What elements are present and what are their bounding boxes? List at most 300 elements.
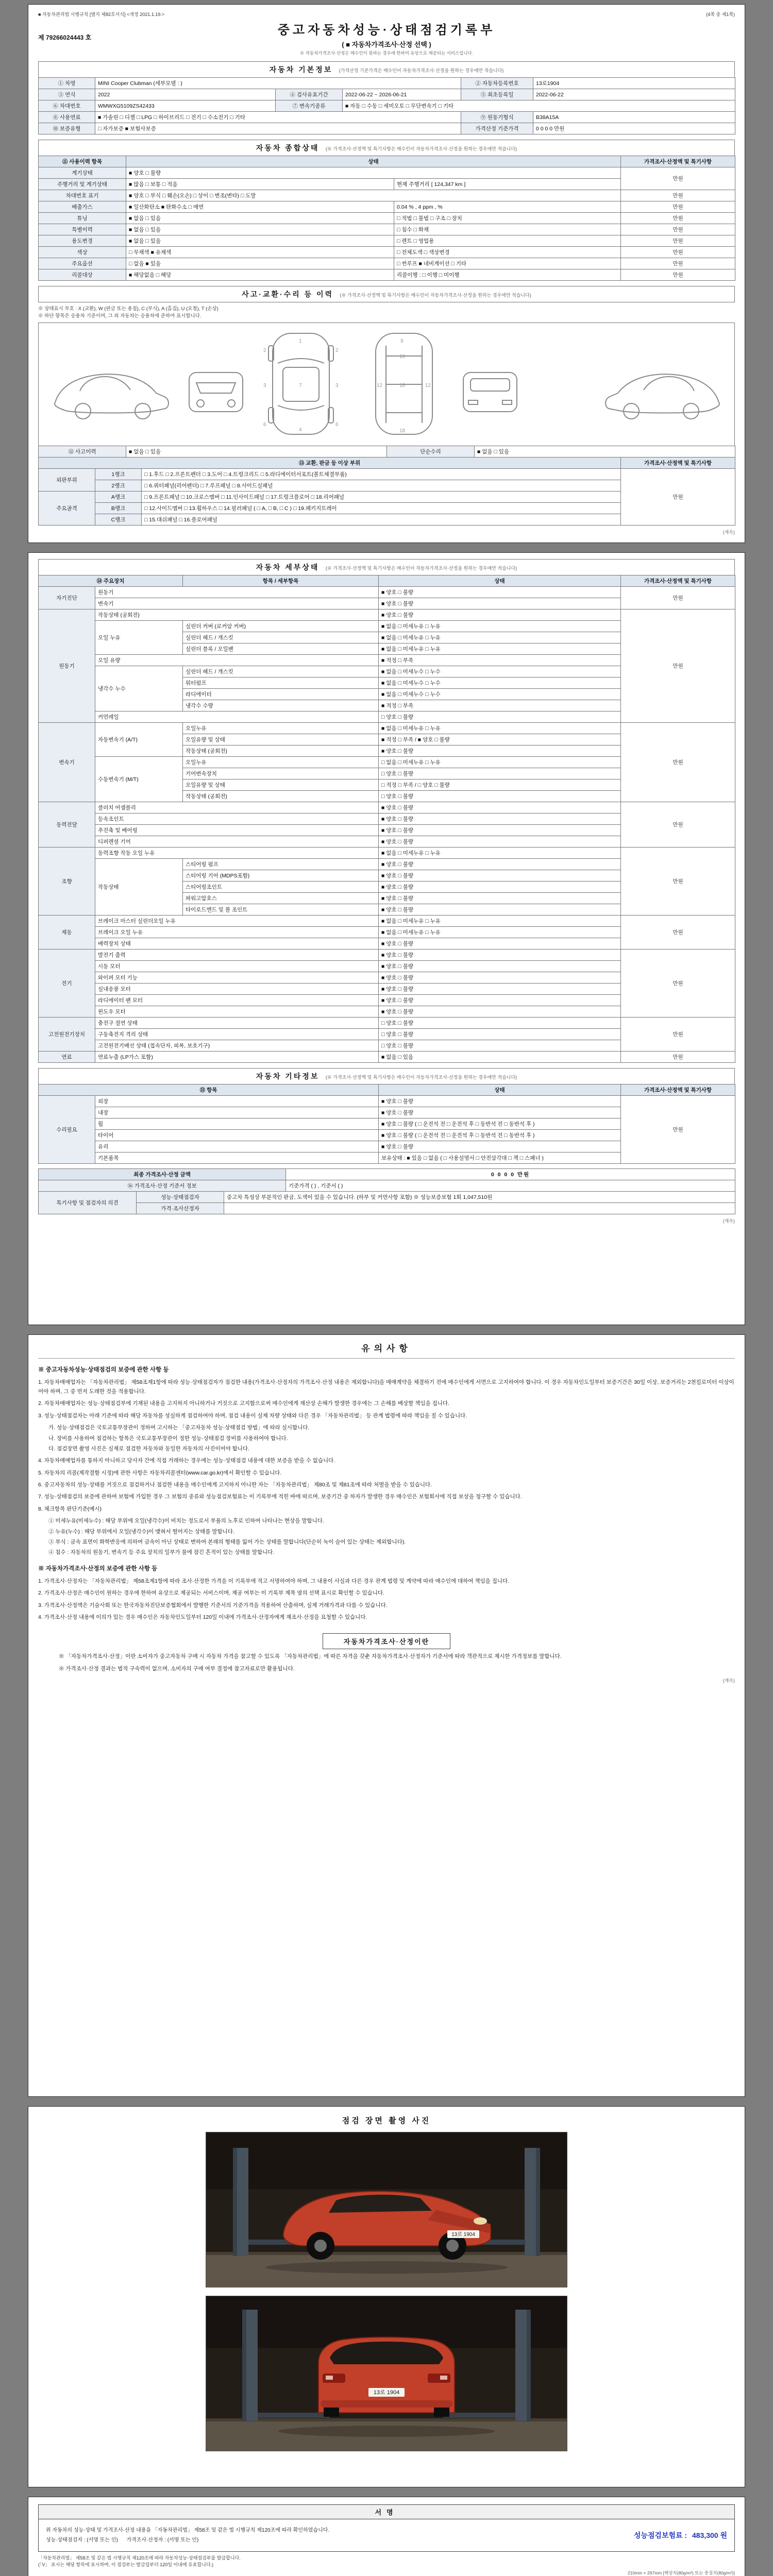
field-label: 원동기 [39,609,95,722]
notice-line: 가. 성능·상태점검은 국토교통부장관이 정하여 고시하는 「중고자동차 성능·상태점검 방법」에 따라 실시합니다. [48,1425,310,1431]
field-value: 2022-06-22 [533,89,735,100]
price-cell: 만원 [621,213,735,224]
notice-line: 3. 가격조사·산정액은 기술사회 또는 한국자동차진단보증협회에서 발행한 기준서의 기준가격을 적용하여 산출하며, 실제 거래가격과 다를 수 있습니다. [38,1602,388,1608]
document-subnote: ※ 자동차가격조사·산정은 매수인이 원하는 경우에 한하여 유상으로 제공되는 서비스입니다. [299,50,474,56]
continue-marker: (계속) [722,1218,735,1224]
notice-line: 4. 자동차매매업자를 통하지 아니하고 당사자 간에 직접 거래하는 경우에는 성능·상태점검 내용에 대한 보증을 받을 수 없습니다. [38,1458,335,1464]
price-cell: 만원 [621,468,735,525]
photos-title: 점검 장면 촬영 사진 [342,2116,431,2125]
table-row [39,123,735,134]
notice-line: ④ 침수 : 자동차의 원동기, 변속기 등 주요 장치의 일부가 물에 잠긴 흔적이 있는 상태를 말합니다. [48,1549,275,1556]
table-row [39,575,735,586]
svg-text:12: 12 [377,382,383,388]
footer-note-line2: (「V」 표시는 해당 항목에 표시하며, 이 점검부는 발급일부터 120일 이내에 유효합니다.) [38,2562,214,2567]
price-cell: 만원 [621,609,735,722]
page-basic-overall-accident [28,4,745,543]
checkbox-options[interactable]: ■ 없음 □ 미세누수 □ 누수 [379,688,621,700]
svg-text:10: 10 [399,353,406,360]
notice-line: ③ 부식 : 금속 표면이 화학반응에 의하여 금속이 아닌 상태로 변하여 본래의 형태를 잃어 가는 상태를 말합니다(단순히 녹이 슬어 있는 상태는 제외합니다). [48,1538,406,1545]
checkbox-options[interactable]: □ 전체도색 □ 색상변경 [394,247,621,258]
appraiser-signature-line[interactable]: 가격조사·산정자 : (서명 또는 인) [126,2537,199,2543]
price-cell: 만원 [621,586,735,609]
section-band-accident [38,286,735,302]
field-value: 자동변속기 (A/T) [95,722,183,756]
price-cell: 만원 [621,235,735,247]
checkbox-options[interactable]: ■ 없음 □ 미세누유 □ 누유 [379,620,621,632]
checkbox-options[interactable]: ■ 양호 □ 불량 [126,167,621,179]
table-row [39,100,735,112]
field-label: 배출가스 [39,201,126,213]
checkbox-options[interactable]: □ 12.사이드멤버 □ 13.휠하우스 □ 14.필러패널 ( □ A, □ B, □ C ) □ 19.패키지트레이 [142,502,621,514]
document-subtitle: ( ■ 자동차가격조사·산정 선택 ) [342,41,431,48]
field-label: ⑧ 사용연료 [39,112,95,123]
checkbox-options[interactable]: ■ 일산화탄소 ■ 탄화수소 □ 매연 [126,201,394,213]
page-detail-other [28,552,745,1325]
checkbox-options[interactable]: ■ 양호 □ 불량 [379,881,621,892]
checkbox-options[interactable]: ■ 없음 □ 있음 [126,213,394,224]
table-row [39,1084,735,1095]
field-value: 오일누유 [183,722,379,734]
table-row [39,269,735,281]
notice-line: 다. 점검장면 촬영 사진은 실제로 점검한 자동차와 동일한 자동차의 사진이어야 합니다. [48,1445,250,1452]
field-value: 기준가격 ( ) , 기준서 ( ) [286,1180,735,1191]
checkbox-options[interactable]: ■ 양호 □ 불량 [379,802,621,813]
field-value: 오일유량 및 상태 [183,734,379,745]
damage-code-legend-line2: ※ 하단 항목은 승용차 기준이며, 그 외 자동차는 승용차에 준하여 표시합니다. [38,313,201,319]
section-title-basic: 자동차 기본정보 [269,65,333,74]
section-note-other: (※ 가격조사·산정액 및 특기사항은 매수인이 자동차가격조사·산정을 원하는 경우에만 적습니다) [325,1074,517,1080]
paper-spec: 210mm × 297mm [백상지(80g/m²) 또는 중질지(80g/m²)] [627,2570,735,2575]
section-note-basic: (가격산정 기준가격은 매수인이 자동차가격조사·산정을 원하는 경우에만 적습니다) [339,68,504,73]
checkbox-options[interactable]: ■ 양호 □ 불량 [379,1141,621,1152]
signature-body [39,2519,734,2551]
checkbox-options[interactable]: □ 렌트 □ 영업용 [394,235,621,247]
column-header: 상태 [126,156,621,167]
column-header: 상태 [379,1084,621,1095]
checkbox-options[interactable]: ■ 자동 □ 수동 □ 세미오토 □ 무단변속기 □ 기타 [343,100,735,112]
notice-line: 8. 체크항목 판단기준(예시) [38,1505,102,1512]
field-value: 오일누유 [183,756,379,768]
field-value: 고전원전기배선 상태 (접속단자, 피복, 보호기구) [95,1040,379,1051]
table-row [39,847,735,858]
checkbox-options[interactable]: ■ 가솔린 □ 디젤 □ LPG □ 하이브리드 □ 전기 □ 수소전기 □ 기타 [95,112,461,123]
accident-history-table-mount [38,446,735,457]
table-row [39,1017,735,1028]
table-row [39,1095,735,1107]
checkbox-options[interactable]: ■ 해당없음 □ 해당 [126,269,394,281]
notice-line: 1. 자동차매매업자는 「자동차관리법」 제58조제1항에 따라 성능·상태점검자가 점검한 내용(가격조사·산정자의 가격조사·산정 내용은 제외합니다)을 매매계약을 체결하기 전에 매수인에게 서면으로 고지하여야 합니다. 이 경우 자동차인도일부터 보증기간은 30일 이상, 보증거리는 2천킬로미터 이상이어야 하며, 그 중 먼저 도래한 것을 적용합니다. [38,1379,734,1395]
field-label: ⑯ 가격조사·산정 기준서 정보 [39,1180,286,1191]
price-cell: 만원 [621,167,735,190]
checkbox-options[interactable]: □ 9.프론트패널 □ 10.크로스멤버 □ 11.인사이드패널 □ 17.트렁크플로어 □ 18.리어패널 [142,491,621,502]
column-header: ⑮ 항목 [39,1084,379,1095]
svg-text:16: 16 [399,382,406,388]
field-value: 브레이크 마스터 실린더오일 누유 [95,915,379,926]
table-row [39,190,735,201]
price-cell: 만원 [621,949,735,1017]
field-value: 스티어링 기어 (MDPS포함) [183,870,379,881]
field-value: 13로1904 [533,78,735,89]
table-row [39,213,735,224]
section-title-other: 자동차 기타정보 [256,1072,320,1080]
checkbox-options[interactable]: ■ 양호 □ 불량 [379,892,621,904]
field-value: 디퍼렌셜 기어 [95,836,379,847]
field-value: 작동상태 [95,858,183,915]
field-value: 0.04 % , 4 ppm , % [394,201,621,213]
svg-text:12: 12 [425,382,431,388]
field-value: 오일유량 및 상태 [183,779,379,790]
field-label: 가격·조사산정자 [137,1202,224,1214]
checkbox-options[interactable]: ■ 많음 □ 보통 □ 적음 [126,179,394,190]
field-label: 성능·상태점검자 [137,1191,224,1202]
price-cell: 만원 [621,722,735,802]
field-value [224,1202,735,1214]
checkbox-options[interactable]: □ 적법 □ 불법 □ 구조 □ 장치 [394,213,621,224]
checkbox-options[interactable]: □ 없음 ■ 있음 [126,258,394,269]
checkbox-options[interactable]: ■ 양호 □ 불량 [379,609,621,620]
table-row [39,1180,735,1191]
checkbox-options[interactable]: 보유상태 : ■ 있음 □ 없음 ( □ 사용설명서 □ 안전삼각대 □ 잭 □ 스패너 ) [379,1152,621,1163]
field-value: WMWXG5109ZS42433 [95,100,276,112]
checkbox-options[interactable]: ■ 양호 □ 불량 [379,1107,621,1118]
field-label: ⑤ 최초등록일 [461,89,533,100]
inspector-signature-line[interactable]: 성능·상태점검자 : (서명 또는 인) [46,2537,118,2543]
sign-confirm-text: 위 자동차의 성능·상태 및 가격조사·산정 내용을 「자동차관리법」 제58조 및 같은 법 시행규칙 제120조에 따라 확인하였습니다. [46,2527,330,2533]
checkbox-options[interactable]: ■ 양호 □ 불량 [379,949,621,960]
field-label: 주행거리 및 계기상태 [39,179,126,190]
checkbox-options[interactable]: ■ 없음 □ 미세누수 □ 누수 [379,677,621,688]
table-row [39,156,735,167]
checkbox-options[interactable]: ■ 없음 □ 있음 [379,1051,621,1062]
field-label: 조향 [39,847,95,915]
other-info-table [38,1084,735,1164]
checkbox-options[interactable]: □ 양호 □ 불량 [379,768,621,779]
section-title-accident: 사고·교환·수리 등 이력 [242,290,333,298]
field-value: 스티어링조인트 [183,881,379,892]
price-cell: 만원 [621,224,735,235]
field-label: A랭크 [95,491,142,502]
checkbox-options[interactable]: □ 양호 □ 불량 [379,711,621,722]
document-number: 제 79266024443 호 [38,34,92,41]
checkbox-options[interactable]: ■ 없음 □ 있음 [126,446,387,457]
section-band-detail [38,559,735,575]
section-title-overall: 자동차 종합상태 [256,144,320,152]
price-cell: 만원 [621,1051,735,1062]
checkbox-options[interactable]: ■ 없음 □ 있음 [126,224,394,235]
table-row [39,224,735,235]
field-value: 워터펌프 [183,677,379,688]
checkbox-options[interactable]: ■ 양호 □ 불량 [379,598,621,609]
premium-label: 성능점검보험료 : [633,2531,687,2539]
field-label: ⑨ 원동기형식 [461,112,533,123]
section-band-overall [38,140,735,156]
field-label: 단순수리 [387,446,475,457]
notice-line: 1. 가격조사·산정자는 「자동차관리법」 제58조제1항에 따라 조사·산정한 가격을 이 기록부에 적고 서명하여야 하며, 그 내용이 사실과 다른 경우 관계 법령 및 계약에 따라 매수인에 대하여 책임을 집니다. [38,1578,510,1584]
field-value: 실린더 헤드 / 개스킷 [183,632,379,643]
checkbox-options[interactable]: ■ 양호 □ 불량 [379,1095,621,1107]
checkbox-options[interactable]: ■ 양호 □ 불량 [379,960,621,972]
inspector-opinion-table [38,1191,735,1214]
table-row [39,915,735,926]
field-value: 실내송풍 모터 [95,983,379,994]
footer-note-line1: 「자동차관리법」 제58조 및 같은 법 시행규칙 제120조에 따라 자동차성능·상태점검부를 발급합니다. [38,2555,241,2561]
checkbox-options[interactable]: ■ 양호 □ 불량 [379,813,621,824]
overall-condition-table-mount [38,156,735,281]
price-cell: 만원 [621,1095,735,1163]
signature-section [38,2504,735,2552]
page-notice [28,1334,745,2097]
column-header: 가격조사·산정액 및 특기사항 [621,457,735,468]
checkbox-options[interactable]: ■ 없음 □ 있음 [475,446,735,457]
checkbox-options[interactable]: ■ 양호 □ 불량 [379,994,621,1006]
notice-line: 4. 가격조사·산정 내용에 이의가 있는 경우 매수인은 자동차인도일부터 120일 이내에 가격조사·산정자에게 재조사·산정을 요청할 수 있습니다. [38,1614,367,1620]
signature-left [46,2526,329,2545]
column-header: 상태 [379,575,621,586]
checkbox-options[interactable]: ■ 양호 □ 불량 [379,983,621,994]
table-row [39,1168,735,1180]
table-row [39,446,735,457]
price-basis-table [38,1180,735,1192]
checkbox-options[interactable]: ■ 양호 □ 불량 [379,1006,621,1017]
field-label: 제동 [39,915,95,949]
checkbox-options[interactable]: □ 1.후드 □ 2.프론트펜더 □ 3.도어 □ 4.트렁크리드 □ 5.라디에이터서포트(볼트체결부품) [142,468,621,480]
field-value: 오일 유량 [95,654,379,666]
footer-notes [38,2555,735,2569]
field-value: 충전구 절연 상태 [95,1017,379,1028]
column-header: 항목 / 세부항목 [183,575,379,586]
license-plate-front: 13로 1904 [451,2231,475,2238]
checkbox-options[interactable]: □ 양호 □ 불량 [379,1040,621,1051]
field-label: ⑫ 사고이력 [39,446,126,457]
field-label: 연료 [39,1051,95,1062]
checkbox-options[interactable]: □ 양호 □ 불량 [379,1028,621,1040]
field-label: 전기 [39,949,95,1017]
notice-line: 나. 장비를 사용하여 점검하는 항목은 국토교통부장관이 정한 성능·상태점검 장비를 사용하여야 합니다. [48,1435,288,1442]
notice-line: ① 미세누유(미세누수) : 해당 부위에 오일(냉각수)이 비치는 정도로서 부품의 노후로 인하여 나타나는 현상을 말합니다. [48,1518,324,1524]
table-row [39,722,735,734]
checkbox-options[interactable]: 리콜이행 : □ 이행 □ 미이행 [394,269,621,281]
price-cell: 만원 [621,201,735,213]
field-value: 기어변속장치 [183,768,379,779]
form-ref: ■ 자동차관리법 시행규칙 [별지 제82호서식] <개정 2021.1.19.> [38,12,164,17]
field-value: 0 0 0 0 만원 [533,123,735,134]
svg-text:7: 7 [299,382,302,388]
table-row [39,457,735,468]
svg-text:2: 2 [263,347,266,353]
field-label: ④ 검사유효기간 [276,89,343,100]
price-cell: 만원 [621,847,735,915]
checkbox-options[interactable]: ■ 없음 □ 미세누유 □ 누유 [379,632,621,643]
price-cell: 만원 [621,915,735,949]
field-value: 윈도우 모터 [95,1006,379,1017]
field-value: 2022-06-22 ~ 2026-06-21 [343,89,461,100]
notice-line: 2. 가격조사·산정은 매수인이 원하는 경우에 한하여 유상으로 제공되는 서비스이며, 제공 여부는 이 기록부 제목 옆의 선택 표시로 확인할 수 있습니다. [38,1590,384,1597]
notice-line: 5. 자동차의 리콜(제작결함 시정)에 관한 사항은 자동차리콜센터(www.car.go.kr)에서 확인할 수 있습니다. [38,1469,282,1476]
field-value: 중고차 특성상 부분적인 판금, 도색이 있을 수 있습니다. (하부 및 커먼사항 포함) ※ 성능보증보험 1회 1,047,510원 [224,1191,735,1202]
checkbox-options[interactable]: ■ 양호 □ 불량 [379,858,621,870]
checkbox-options[interactable]: ■ 양호 □ 불량 [379,904,621,915]
table-row [39,949,735,960]
checkbox-options[interactable]: ■ 없음 □ 미세누수 □ 누수 [379,666,621,677]
field-label: 색상 [39,247,126,258]
field-value: 와이퍼 모터 기능 [95,972,379,983]
basic-info-table-mount [38,77,735,134]
checkbox-options[interactable]: ■ 양호 □ 불량 [379,586,621,598]
document-title: 중고자동차성능·상태점검기록부 [277,23,496,37]
table-row [39,1202,735,1214]
checkbox-options[interactable]: ■ 양호 □ 불량 [379,824,621,836]
field-label: 변속기 [39,722,95,802]
checkbox-options[interactable]: □ 양호 □ 불량 [379,790,621,802]
notice-line: 6. 중고자동차의 성능·상태를 거짓으로 점검하거나 점검한 내용을 매수인에게 고지하지 아니한 자는 「자동차관리법」 제80조 및 제81조에 따라 처벌을 받을 수 있습니다. [38,1482,432,1488]
price-appraisal-box-line: ※ 가격조사·산정 결과는 법적 구속력이 없으며, 소비자의 구매 여부 결정에 참고자료로만 활용됩니다. [59,1666,295,1672]
price-cell: 만원 [621,247,735,258]
field-value: 실린더 커버 (로커암 커버) [183,620,379,632]
price-cell: 만원 [621,269,735,281]
svg-text:3: 3 [335,382,339,388]
checkbox-options[interactable]: ■ 없음 □ 미세누유 □ 누유 [379,643,621,654]
table-row [39,247,735,258]
section-note-accident: (※ 가격조사·산정액 및 특기사항은 매수인이 자동차가격조사·산정을 원하는 경우에만 적습니다) [340,293,531,298]
checkbox-options[interactable]: ■ 없음 □ 미세누유 □ 누유 [379,847,621,858]
field-label: C랭크 [95,514,142,525]
section-band-other [38,1068,735,1084]
field-value: 연료누출 (LP가스 포함) [95,1051,379,1062]
field-value: 시동 모터 [95,960,379,972]
overall-condition-table [38,156,735,281]
page-photos [28,2106,745,2487]
field-value: 발전기 출력 [95,949,379,960]
field-value: 라디에이터 [183,688,379,700]
price-cell: 만원 [621,258,735,269]
field-value: 등속조인트 [95,813,379,824]
field-label: 외판부위 [39,468,95,491]
column-header: ⑭ 주요장치 [39,575,183,586]
checkbox-options[interactable]: ■ 양호 □ 불량 [379,972,621,983]
checkbox-options[interactable]: ■ 양호 □ 불량 [379,938,621,949]
checkbox-options[interactable]: □ 없음 □ 미세누유 □ 누유 [379,756,621,768]
field-value: 냉각수 수량 [183,700,379,711]
checkbox-options[interactable]: □ 6.쿼터패널(리어펜더) □ 7.루프패널 □ 8.사이드실패널 [142,480,621,491]
checkbox-options[interactable]: ■ 양호 □ 부식 □ 훼손(오손) □ 상이 □ 변조(변타) □ 도말 [126,190,621,201]
checkbox-options[interactable]: ■ 없음 □ 미세누유 □ 누유 [379,915,621,926]
checkbox-options[interactable]: ■ 적정 □ 부족 [379,700,621,711]
final-price-table-mount [38,1168,735,1180]
car-damage-diagram [40,325,734,441]
car-rear-view [318,2337,455,2417]
column-header: ⑪ 사용이력 항목 [39,156,126,167]
form-topline [38,11,735,18]
checkbox-options[interactable]: ■ 없음 □ 미세누유 □ 누유 [379,926,621,938]
field-value: 현재 주행거리 [ 124,347 km ] [394,179,621,190]
inspector-opinion-table-mount [38,1191,735,1214]
field-label: 가격산정 기준가격 [461,123,533,134]
field-value: 오일 누유 [95,620,183,654]
field-label: 차대번호 표기 [39,190,126,201]
inspection-photo-front [206,2132,567,2287]
checkbox-options[interactable]: □ 자가보증 ■ 보험사보증 [95,123,461,134]
price-cell: 만원 [621,802,735,847]
field-value: 유리 [95,1141,379,1152]
checkbox-options[interactable]: ■ 양호 □ 불량 [379,745,621,756]
table-row [39,802,735,813]
checkbox-options[interactable]: ■ 양호 □ 불량 ( □ 운전석 전 □ 운전석 후 □ 동반석 전 □ 동반석 후 ) [379,1118,621,1129]
checkbox-options[interactable]: ■ 없음 □ 미세누유 □ 누유 [379,722,621,734]
field-value: 0 0 0 0 만원 [286,1168,735,1180]
field-label: 수리필요 [39,1095,95,1163]
column-header: 가격조사·산정액 및 특기사항 [621,1084,735,1095]
accident-history-table [38,446,735,457]
field-label: 튜닝 [39,213,126,224]
svg-text:4: 4 [299,427,302,433]
svg-text:2: 2 [335,347,339,353]
checkbox-options[interactable]: ■ 적정 □ 부족 / ■ 양호 □ 불량 [379,734,621,745]
price-cell: 만원 [621,1017,735,1051]
page-number: (4쪽 중 제1쪽) [706,12,735,17]
checkbox-options[interactable]: ■ 양호 □ 불량 [379,870,621,881]
section-note-overall: (※ 가격조사·산정액 및 특기사항은 매수인이 자동차가격조사·산정을 원하는 경우에만 적습니다) [325,146,517,151]
checkbox-options[interactable]: ■ 없음 □ 있음 [126,235,394,247]
checkbox-options[interactable]: □ 무채색 ■ 유채색 [126,247,394,258]
field-label: 자기진단 [39,586,95,609]
checkbox-options[interactable]: □ 침수 □ 화재 [394,224,621,235]
field-value: 커먼레일 [95,711,379,722]
svg-text:3: 3 [263,382,266,388]
field-label: ⑦ 변속기종류 [276,100,343,112]
field-label: ③ 연식 [39,89,95,100]
svg-text:9: 9 [400,338,404,344]
field-value: B38A15A [533,112,735,123]
field-value: 냉각수 누수 [95,666,183,711]
field-label: 동력전달 [39,802,95,847]
table-row [39,78,735,89]
insurance-premium [634,2530,727,2540]
column-header: 가격조사·산정액 및 특기사항 [621,575,735,586]
field-label: 고전원전기장치 [39,1017,95,1051]
table-row [39,112,735,123]
checkbox-options[interactable]: □ 썬루프 ■ 네비게이션 □ 기타 [394,258,621,269]
field-label: 주요골격 [39,491,95,525]
field-value: 변속기 [95,598,379,609]
checkbox-options[interactable]: ■ 양호 □ 불량 ( □ 운전석 전 □ 운전석 후 □ 동반석 전 □ 동반석 후 ) [379,1129,621,1141]
checkbox-options[interactable]: □ 15.대쉬패널 □ 16.플로어패널 [142,514,621,525]
checkbox-options[interactable]: ■ 적정 □ 부족 [379,654,621,666]
field-label: 특별이력 [39,224,126,235]
column-header: ⑬ 교환, 판금 등 이상 부위 [39,457,621,468]
field-value: 수동변속기 (M/T) [95,756,183,802]
field-value: 추진축 및 베어링 [95,824,379,836]
table-row [39,235,735,247]
table-row [39,1051,735,1062]
checkbox-options[interactable]: ■ 양호 □ 불량 [379,836,621,847]
field-value: 브레이크 오일 누유 [95,926,379,938]
final-price-table [38,1168,735,1180]
checkbox-options[interactable]: □ 적정 □ 부족 / □ 양호 □ 불량 [379,779,621,790]
price-appraisal-box-title: 자동차가격조사·산정이란 [323,1633,450,1649]
continue-marker: (계속) [722,529,735,535]
section-note-detail: (※ 가격조사·산정액 및 특기사항은 매수인이 자동차가격조사·산정을 원하는 경우에만 적습니다) [325,565,517,571]
continue-marker: (계속) [722,1677,735,1683]
notice-line: ※ 자동차가격조사·산정의 보증에 관한 사항 등 [38,1565,158,1572]
checkbox-options[interactable]: □ 양호 □ 불량 [379,1017,621,1028]
field-value: 구동축전지 격리 상태 [95,1028,379,1040]
section-band-basic [38,61,735,78]
other-info-table-mount [38,1084,735,1164]
field-value: 기본품목 [95,1152,379,1163]
section-title-detail: 자동차 세부상태 [256,563,320,571]
table-row [39,609,735,620]
svg-text:6: 6 [335,421,339,428]
